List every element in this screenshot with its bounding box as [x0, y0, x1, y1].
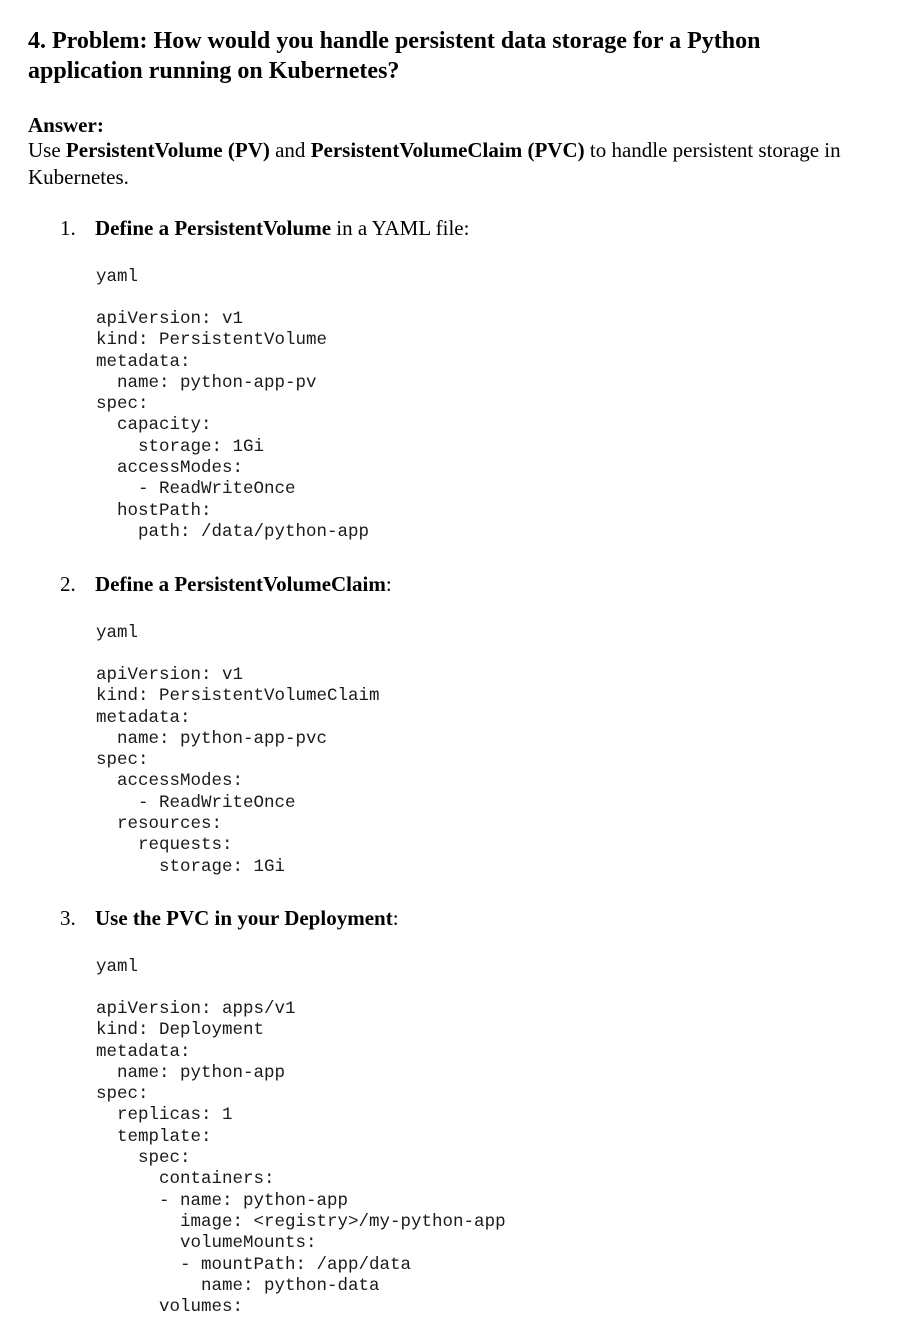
- step-3-code-block: apiVersion: apps/v1 kind: Deployment metadata: name: python-app spec: replicas: 1 template: spec: containers: - name: python-app image: <registry>/my-python-app volumeMounts: - mountPath: /app/data name: python-data volumes:: [96, 999, 506, 1318]
- intro-text-pre: Use: [28, 138, 66, 162]
- step-number: 2.: [60, 572, 76, 596]
- intro-term-pvc: PersistentVolumeClaim (PVC): [310, 138, 585, 162]
- step-number: 1.: [60, 216, 76, 240]
- intro-term-pv: PersistentVolume (PV): [65, 138, 270, 162]
- problem-title: 4. Problem: How would you handle persistent data storage for a Python application running on Kubernetes?: [28, 28, 761, 84]
- step-2-heading: [60, 571, 860, 597]
- step-2-code-block: apiVersion: v1 kind: PersistentVolumeClaim metadata: name: python-app-pvc spec: accessModes: - ReadWriteOnce resources: requests: storage: 1Gi: [96, 665, 380, 877]
- step-text: :: [385, 572, 392, 596]
- step-text: :: [392, 906, 399, 930]
- step-title: Use the PVC in your Deployment: [95, 906, 393, 930]
- step-1-code-language: yaml: [96, 267, 139, 287]
- step-number: 3.: [60, 906, 76, 930]
- intro-text-mid: and: [269, 138, 311, 162]
- step-text: in a YAML file:: [331, 216, 470, 240]
- answer-intro: [28, 137, 858, 191]
- step-1-heading: [60, 215, 860, 241]
- intro-text-post: to handle persistent storage in Kubernetes.: [28, 138, 841, 189]
- step-1-code-block: apiVersion: v1 kind: PersistentVolume metadata: name: python-app-pv spec: capacity: storage: 1Gi accessModes: - ReadWriteOnce hostPath: path: /data/python-app: [96, 309, 370, 542]
- step-2-code-language: yaml: [96, 623, 139, 643]
- answer-label: Answer:: [28, 113, 104, 137]
- step-title: Define a PersistentVolumeClaim: [95, 572, 386, 596]
- step-title: Define a PersistentVolume: [95, 216, 332, 240]
- step-3-heading: [60, 905, 860, 931]
- step-3-code-language: yaml: [96, 957, 139, 977]
